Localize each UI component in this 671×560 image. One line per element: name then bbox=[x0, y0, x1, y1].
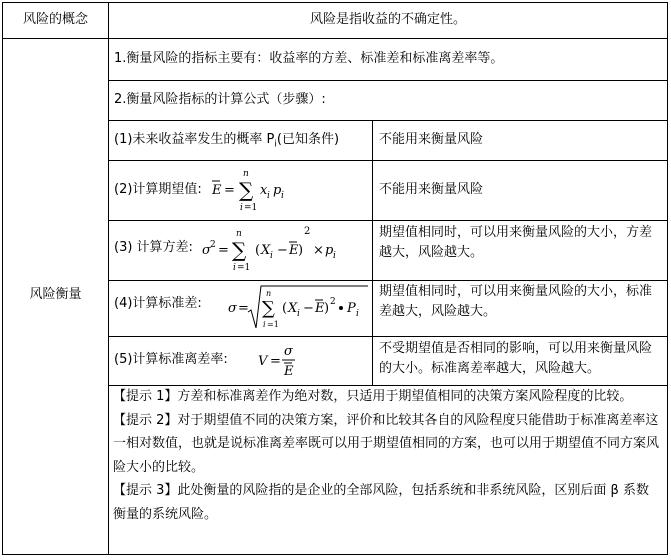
svg-text:X: X bbox=[288, 301, 298, 316]
tips-block bbox=[113, 385, 659, 526]
svg-text:=: = bbox=[218, 243, 229, 258]
step-2-note: 不能用来衡量风险 bbox=[379, 182, 484, 197]
svg-text:n: n bbox=[236, 229, 242, 239]
svg-text:∑: ∑ bbox=[239, 178, 254, 202]
svg-text:2: 2 bbox=[210, 240, 216, 250]
concept-label: 风险的概念 bbox=[22, 12, 88, 27]
svg-text:E: E bbox=[315, 301, 325, 316]
svg-text:P: P bbox=[347, 301, 356, 316]
variance-formula bbox=[200, 222, 368, 278]
step-3-text: (3) 计算方差: bbox=[114, 240, 193, 255]
coefficient-of-variation-formula bbox=[254, 338, 314, 384]
svg-text:=1: =1 bbox=[267, 320, 279, 329]
step-5-text: (5)计算标准离差率: bbox=[114, 352, 228, 367]
svg-text:−: − bbox=[277, 243, 288, 258]
svg-text:n: n bbox=[266, 289, 272, 298]
svg-text:σ: σ bbox=[202, 243, 211, 258]
step-1-tail: (已知条件) bbox=[276, 132, 340, 147]
tip-3: 【提示 3】此处衡量的风险指的是企业的全部风险，包括系统和非系统风险，区别后面 β 系数衡量的系统风险。 bbox=[113, 483, 649, 522]
svg-text:i: i bbox=[281, 191, 284, 201]
svg-text:n: n bbox=[243, 169, 249, 179]
svg-text:E: E bbox=[284, 364, 294, 379]
intro-item-1: 1.衡量风险的指标主要有：收益率的方差、标准差和标准离差率等。 bbox=[114, 51, 504, 66]
tip-1: 【提示 1】方差和标准离差作为绝对数，只适用于期望值相同的决策方案风险程度的比较。 bbox=[113, 389, 633, 404]
svg-text:p: p bbox=[325, 243, 334, 258]
concept-definition: 风险是指收益的不确定性。 bbox=[309, 12, 466, 27]
standard-deviation-formula bbox=[226, 282, 370, 334]
tip-2: 【提示 2】对于期望值不同的决策方案，评价和比较其各自的风险程度只能借助于标准离差率这一相对数值，也就是说标准离差率既可以用于期望值相同的方案，也可以用于期望值不同方案风险大小的比较。 bbox=[113, 412, 660, 475]
svg-text:=1: =1 bbox=[244, 203, 258, 213]
svg-text:×: × bbox=[313, 243, 324, 258]
svg-text:V: V bbox=[258, 354, 268, 369]
step-3-note: 期望值相同时，可以用来衡量风险的大小，方差越大，风险越大。 bbox=[379, 225, 653, 260]
svg-text:i: i bbox=[267, 191, 270, 201]
svg-text:x: x bbox=[260, 183, 268, 198]
step-1-subscript: i bbox=[274, 139, 277, 150]
svg-text:(: ( bbox=[255, 243, 261, 258]
svg-text:=: = bbox=[238, 301, 249, 316]
section-label: 风险衡量 bbox=[29, 287, 82, 302]
step-1-text: (1)未来收益率发生的概率 P bbox=[114, 132, 275, 147]
svg-text:i: i bbox=[233, 263, 236, 273]
svg-text:2: 2 bbox=[304, 226, 311, 237]
expected-value-formula bbox=[210, 164, 360, 216]
svg-text:2: 2 bbox=[330, 297, 336, 307]
svg-text:(: ( bbox=[282, 301, 288, 316]
svg-text:i: i bbox=[263, 320, 266, 329]
svg-text:i: i bbox=[333, 251, 336, 261]
step-1-note: 不能用来衡量风险 bbox=[379, 132, 484, 147]
step-2-text: (2)计算期望值: bbox=[114, 182, 202, 197]
step-4-text: (4)计算标准差: bbox=[114, 296, 202, 311]
svg-text:∑: ∑ bbox=[262, 298, 275, 319]
svg-text:i: i bbox=[270, 251, 273, 261]
svg-text:X: X bbox=[261, 243, 271, 258]
svg-text:=: = bbox=[224, 183, 235, 198]
svg-text:i: i bbox=[240, 203, 243, 213]
svg-text:σ: σ bbox=[228, 301, 237, 316]
svg-text:=: = bbox=[270, 354, 281, 369]
step-1-label bbox=[114, 130, 370, 155]
svg-text:−: − bbox=[303, 301, 314, 316]
svg-text:∑: ∑ bbox=[232, 238, 247, 262]
svg-text:i: i bbox=[356, 309, 359, 319]
svg-text:): ) bbox=[324, 301, 330, 316]
svg-text:E: E bbox=[212, 183, 222, 198]
svg-text:=1: =1 bbox=[237, 263, 251, 273]
svg-text:σ: σ bbox=[284, 344, 293, 359]
svg-text:): ) bbox=[298, 243, 304, 258]
svg-text:p: p bbox=[273, 183, 282, 198]
svg-text:E: E bbox=[289, 243, 299, 258]
step-4-note: 期望值相同时，可以用来衡量风险的大小，标准差越大，风险越大。 bbox=[379, 284, 653, 319]
step-5-note: 不受期望值是否相同的影响，可以用来衡量风险的大小。标准离差率越大，风险越大。 bbox=[379, 341, 653, 376]
svg-text:i: i bbox=[297, 309, 300, 319]
intro-item-2: 2.衡量风险指标的计算公式（步骤）: bbox=[114, 92, 326, 107]
